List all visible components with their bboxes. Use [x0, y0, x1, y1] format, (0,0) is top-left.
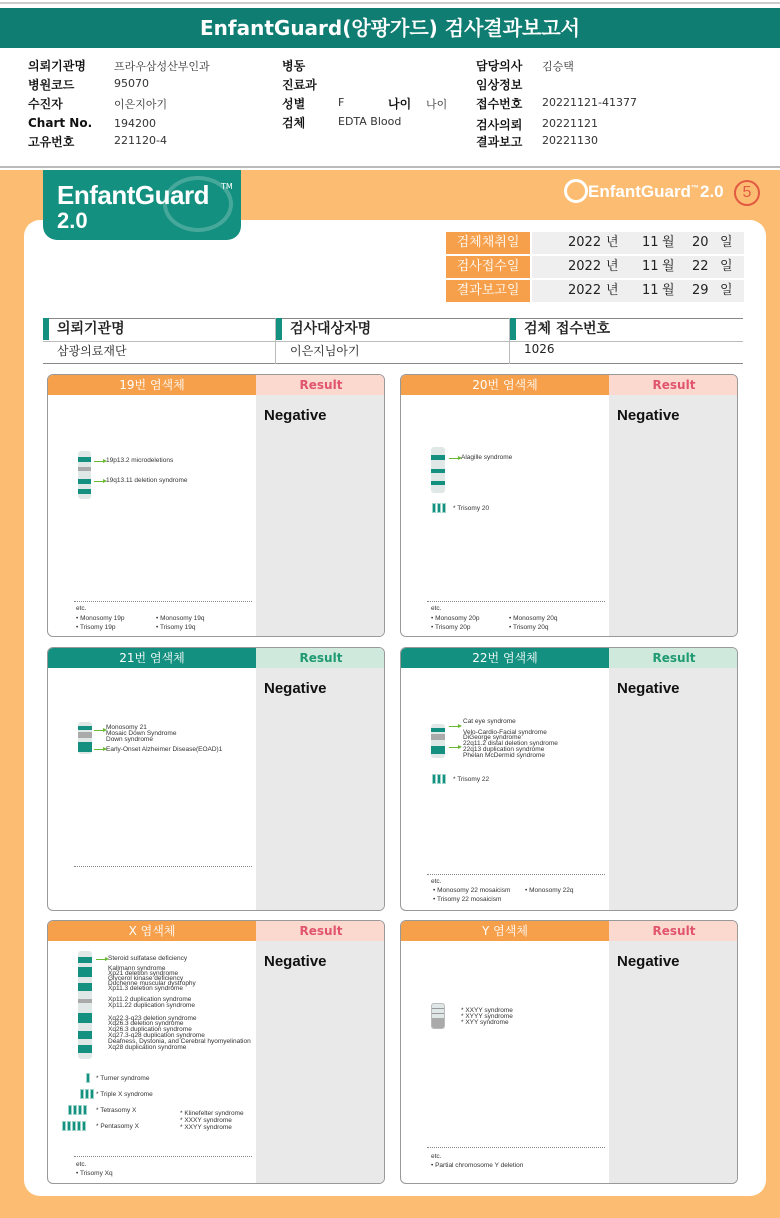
enfantguard-logo	[43, 170, 241, 240]
info-subject	[275, 318, 509, 364]
result-label: Result	[256, 921, 385, 941]
etc-label: etc.	[431, 1153, 442, 1160]
info-value: 삼광의료재단	[57, 344, 127, 358]
brand-version: 2.0	[700, 182, 724, 201]
result-body	[609, 668, 738, 910]
date-row-received	[446, 256, 744, 280]
examinee-value: 이은지아기	[114, 98, 168, 111]
disease-label: Xq26.3 duplication syndrome	[108, 1026, 192, 1033]
info-value: 이은지님아기	[290, 344, 360, 358]
disease-label: Deafness, Dystonia, and Cerebral hyomyelination	[108, 1038, 251, 1045]
disease-label: * Turner syndrome	[96, 1075, 150, 1082]
disease-label: Mosaic Down Syndrome	[106, 730, 177, 737]
page-mark: 5	[734, 180, 760, 206]
request-value: 20221121	[542, 117, 598, 130]
disease-label: Xq27.3-q28 duplication syndrome	[108, 1032, 205, 1039]
trisomy-icon	[432, 774, 446, 784]
sex-label: 성별	[282, 97, 306, 111]
chromosome-y-icon	[431, 1003, 445, 1029]
clinical-label: 임상정보	[476, 78, 523, 92]
brand-ring-icon	[564, 179, 588, 203]
card-chromosome-21	[47, 647, 385, 911]
disease-label: * XXXY syndrome	[180, 1117, 232, 1124]
date-label: 검체채취일	[446, 232, 530, 254]
logo-line1: EnfantGuard	[57, 180, 209, 210]
chromosome-illustration	[48, 941, 256, 1183]
dept-label: 진료과	[282, 78, 317, 92]
card-chromosome-22	[400, 647, 738, 911]
report-value: 20221130	[542, 134, 598, 147]
disease-label: * Pentasomy X	[96, 1123, 139, 1130]
info-value: 1026	[524, 342, 555, 356]
result-label: Result	[609, 921, 738, 941]
card-title: 20번 염색체	[401, 375, 609, 395]
etc-label: etc.	[431, 878, 442, 885]
info-receipt	[509, 318, 743, 364]
specimen-label: 검체	[282, 116, 306, 130]
chromosome-22-icon	[431, 724, 445, 758]
unique-value: 221120-4	[114, 134, 167, 147]
card-title: 22번 염색체	[401, 648, 609, 668]
arrow-icon	[94, 749, 104, 750]
arrow-icon	[449, 747, 459, 748]
receipt-label: 접수번호	[476, 97, 523, 111]
disease-label: * XXYY syndrome	[180, 1124, 232, 1131]
dotted-divider	[74, 601, 252, 602]
tetrasomy-icon	[68, 1105, 87, 1115]
dotted-divider	[74, 866, 252, 867]
date-label: 검사접수일	[446, 256, 530, 278]
ward-label: 병동	[282, 59, 306, 73]
etc-label: etc.	[76, 1161, 87, 1168]
etc-item: • Trisomy 19q	[156, 624, 196, 631]
etc-item: • Monosomy 22 mosaicism	[433, 887, 511, 894]
dotted-divider	[427, 1147, 605, 1148]
disease-label: Cat eye syndrome	[463, 718, 516, 725]
divider	[0, 166, 780, 168]
hospital-code-value: 95070	[114, 77, 149, 90]
pentasomy-icon	[62, 1121, 86, 1131]
chromosome-illustration	[48, 668, 256, 910]
disease-label: Xq22.3-q23 deletion syndrome	[108, 1015, 197, 1022]
doctor-label: 담당의사	[476, 59, 523, 73]
etc-item: • Partial chromosome Y deletion	[431, 1162, 524, 1169]
date-value: 2022 년 11 월 22 일	[532, 256, 744, 278]
result-body	[256, 668, 385, 910]
disease-label: Kallmann syndrome	[108, 965, 166, 972]
etc-item: • Trisomy 22 mosaicism	[433, 896, 502, 903]
info-head: 의뢰기관명	[43, 318, 125, 340]
brand-name: EnfantGuard™	[588, 182, 699, 201]
sex-value: F	[338, 96, 345, 109]
disease-label: 19q13.11 deletion syndrome	[106, 477, 188, 484]
result-value: Negative	[617, 953, 680, 970]
date-value: 2022 년 11 월 29 일	[532, 280, 744, 302]
info-institution	[43, 318, 275, 364]
result-label: Result	[256, 648, 385, 668]
result-label: Result	[609, 375, 738, 395]
logo-line2: 2.0	[57, 208, 88, 233]
disease-label: Xq28 duplication syndrome	[108, 1044, 187, 1051]
result-value: Negative	[617, 680, 680, 697]
receipt-value: 20221121-41377	[542, 96, 637, 109]
disease-label: * Trisomy 20	[453, 505, 490, 512]
hospital-code-label: 병원코드	[28, 78, 75, 92]
triple-x-icon	[80, 1089, 94, 1099]
disease-label: DiGeorge syndrome	[463, 734, 522, 741]
card-title: 21번 염색체	[48, 648, 256, 668]
chromosome-21-icon	[78, 722, 92, 754]
chart-label: Chart No.	[28, 116, 93, 130]
etc-item: • Trisomy 20p	[431, 624, 471, 631]
age-value: 나이	[426, 98, 448, 111]
arrow-icon	[449, 726, 459, 727]
disease-label: Xp21 deletion syndrome	[108, 970, 179, 977]
request-label: 검사의뢰	[476, 118, 523, 132]
disease-label: Velo-Cardio-Facial syndrome	[463, 729, 547, 736]
chromosome-illustration	[48, 395, 256, 636]
card-chromosome-20	[400, 374, 738, 637]
disease-label: Monosomy 21	[106, 724, 147, 731]
card-title: X 염색체	[48, 921, 256, 941]
date-row-report	[446, 280, 744, 304]
arrow-icon	[449, 458, 459, 459]
patient-info	[0, 55, 780, 165]
institution-label: 의뢰기관명	[28, 59, 86, 73]
etc-item: • Monosomy 19q	[156, 615, 205, 622]
dotted-divider	[74, 1156, 252, 1157]
report-title: EnfantGuard(앙팡가드) 검사결과보고서	[0, 8, 780, 48]
examinee-label: 수진자	[28, 97, 63, 111]
arrow-icon	[94, 461, 104, 462]
report-label: 결과보고	[476, 135, 523, 149]
top-rule	[0, 2, 780, 4]
result-body	[256, 395, 385, 636]
result-value: Negative	[264, 407, 327, 424]
card-chromosome-x	[47, 920, 385, 1184]
chromosome-illustration	[401, 395, 609, 636]
card-chromosome-y	[400, 920, 738, 1184]
disease-label: 22q11.2 distal deletion syndrome	[463, 740, 558, 747]
etc-item: • Monosomy 20q	[509, 615, 558, 622]
etc-label: etc.	[76, 605, 87, 612]
arrow-icon	[96, 959, 106, 960]
result-body	[609, 395, 738, 636]
disease-label: Alagille syndrome	[461, 454, 513, 461]
disease-label: * Trisomy 22	[453, 776, 490, 783]
logo-tm: TM	[221, 182, 233, 191]
age-label: 나이	[388, 97, 412, 111]
info-head: 검체 접수번호	[510, 318, 610, 340]
unique-label: 고유번호	[28, 135, 75, 149]
disease-label: Glycerol kinase deficiency	[108, 975, 184, 982]
disease-label: * XXYY syndrome	[461, 1007, 513, 1014]
disease-label: Phelan McDermid syndrome	[463, 752, 546, 759]
disease-label: Xq26.3 deletion syndrome	[108, 1020, 184, 1027]
etc-item: • Monosomy 22q	[525, 887, 574, 894]
date-value: 2022 년 11 월 20 일	[532, 232, 744, 254]
date-row-collection	[446, 232, 744, 256]
disease-label: Xp11.3 deletion syndrome	[108, 985, 184, 992]
etc-item: • Trisomy 20q	[509, 624, 549, 631]
card-title: Y 염색체	[401, 921, 609, 941]
dates-table	[446, 232, 744, 304]
chromosome-20-icon	[431, 447, 445, 493]
etc-item: • Trisomy Xq	[76, 1170, 113, 1177]
result-value: Negative	[264, 680, 327, 697]
dotted-divider	[427, 874, 605, 875]
disease-label: Xp11.22 duplication syndrome	[108, 1002, 195, 1009]
disease-label: 22q13 duplication syndrome	[463, 746, 545, 753]
arrow-icon	[94, 730, 104, 731]
disease-label: Down syndrome	[106, 736, 153, 743]
chromosome-x-icon	[78, 951, 92, 1059]
disease-label: Duchenne muscular dystrophy	[108, 980, 196, 987]
chromosome-illustration	[401, 668, 609, 910]
result-value: Negative	[264, 953, 327, 970]
date-label: 결과보고일	[446, 280, 530, 302]
card-title: 19번 염색체	[48, 375, 256, 395]
result-body	[609, 941, 738, 1183]
disease-label: Xp11.2 duplication syndrome	[108, 996, 192, 1003]
chromosome-19-icon	[78, 451, 91, 499]
disease-label: * XYY syndrome	[461, 1019, 509, 1026]
disease-label: * Tetrasomy X	[96, 1107, 137, 1114]
dotted-divider	[427, 601, 605, 602]
disease-label: * XYYY syndrome	[461, 1013, 513, 1020]
etc-item: • Monosomy 20p	[431, 615, 480, 622]
institution-value: 프라우삼성산부인과	[114, 60, 210, 73]
info-table	[43, 318, 743, 364]
doctor-value: 김승택	[542, 60, 574, 73]
disease-label: Early-Onset Alzheimer Disease(EOAD)1	[106, 746, 223, 753]
disease-label: 19p13.2 microdeletions	[106, 457, 174, 464]
disease-label: * Klinefelter syndrome	[180, 1110, 244, 1117]
info-head: 검사대상자명	[276, 318, 371, 340]
trisomy-icon	[432, 503, 446, 513]
result-label: Result	[256, 375, 385, 395]
chart-value: 194200	[114, 117, 156, 130]
etc-item: • Monosomy 19p	[76, 615, 125, 622]
result-value: Negative	[617, 407, 680, 424]
etc-item: • Trisomy 19p	[76, 624, 116, 631]
chromosome-illustration	[401, 941, 609, 1183]
disease-label: Steroid sulfatase deficiency	[108, 955, 188, 962]
card-chromosome-19	[47, 374, 385, 637]
turner-icon	[86, 1073, 90, 1083]
etc-label: etc.	[431, 605, 442, 612]
disease-label: * Triple X syndrome	[96, 1091, 153, 1098]
specimen-value: EDTA Blood	[338, 115, 402, 128]
result-body	[256, 941, 385, 1183]
result-label: Result	[609, 648, 738, 668]
arrow-icon	[94, 481, 104, 482]
